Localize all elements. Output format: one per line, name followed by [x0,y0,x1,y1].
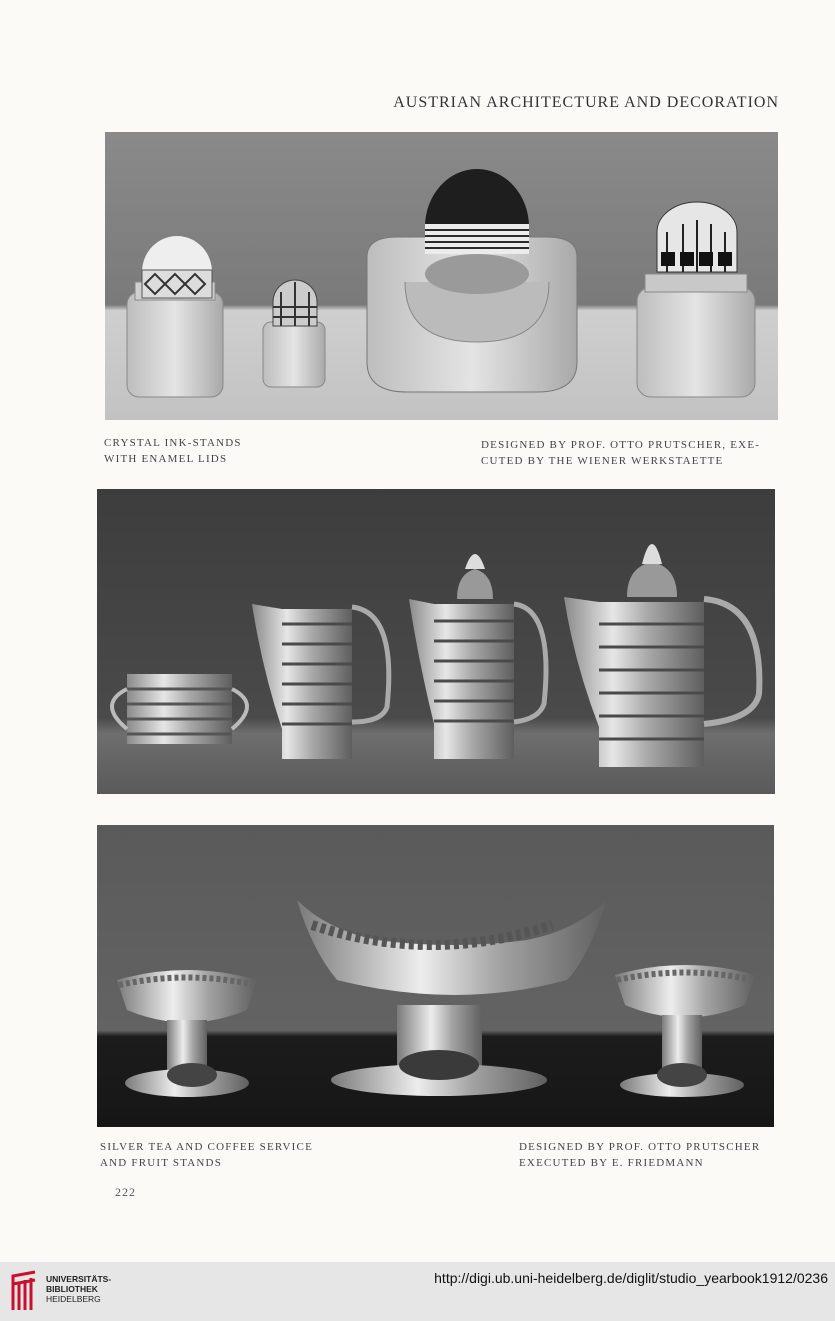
running-head: AUSTRIAN ARCHITECTURE AND DECORATION [393,94,779,111]
photo-fruit-stands [97,825,774,1127]
library-name: UNIVERSITÄTS- BIBLIOTHEK HEIDELBERG [46,1274,112,1304]
photo-ink-stands [105,132,778,420]
caption-silver-service-title: SILVER TEA AND COFFEE SERVICE AND FRUIT STANDS [100,1141,314,1169]
source-url-link[interactable]: http://digi.ub.uni-heidelberg.de/diglit/studio_yearbook1912/0236 [434,1270,828,1286]
caption-silver-service-credit: DESIGNED BY PROF. OTTO PRUTSCHER EXECUTED BY E. FRIEDMANN [519,1141,761,1169]
library-logo-icon [9,1270,39,1312]
photo-tea-coffee-service [97,489,775,794]
caption-ink-stands-title: CRYSTAL INK-STANDS WITH ENAMEL LIDS [104,437,242,465]
caption-ink-stands-credit: DESIGNED BY PROF. OTTO PRUTSCHER, EXE- CUTED BY THE WIENER WERKSTAETTE [481,439,761,467]
page-number: 222 [115,1185,136,1199]
